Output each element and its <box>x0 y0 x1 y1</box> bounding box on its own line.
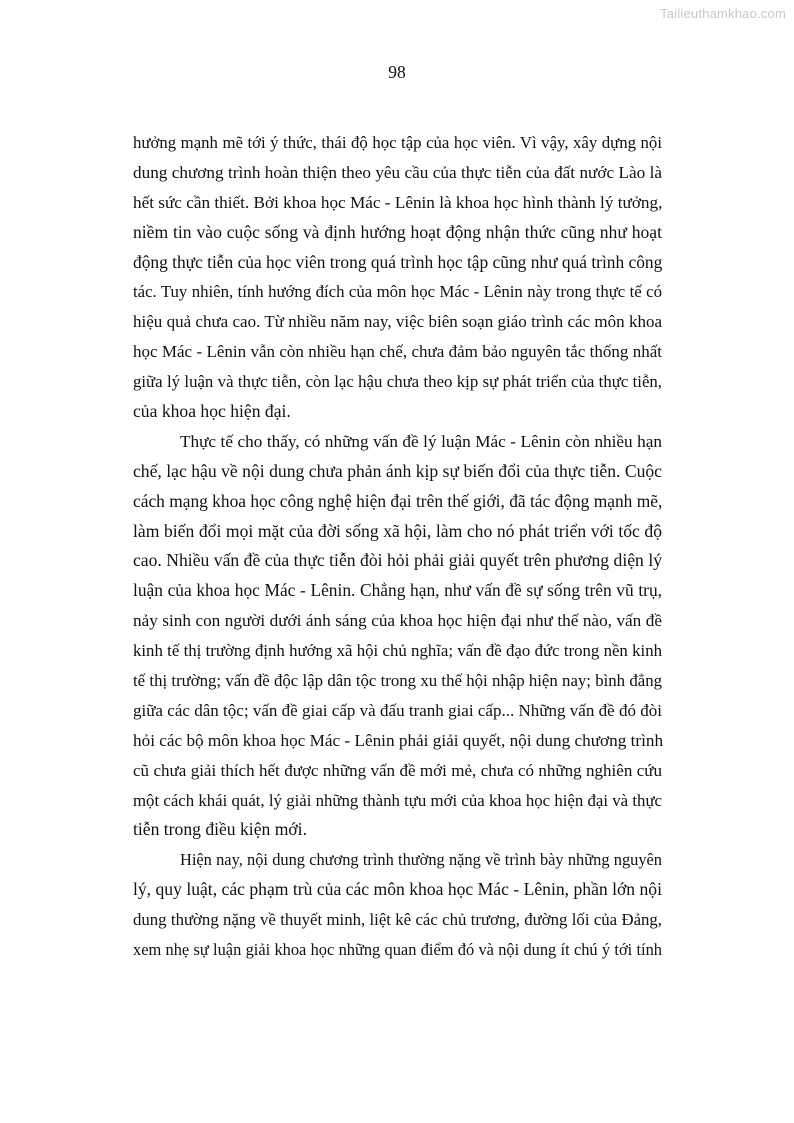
page-number: 98 <box>388 62 406 82</box>
text-line: dung chương trình hoàn thiện theo yêu cầu của thực tiễn của đất nước Lào là <box>133 162 662 182</box>
text-line: kinh tế thị trường định hướng xã hội chủ nghĩa; vấn đề đạo đức trong nền kinh <box>133 641 662 661</box>
text-line: giữa lý luận và thực tiễn, còn lạc hậu chưa theo kịp sự phát triển của thực tiễn, <box>133 372 662 392</box>
text-line: lý, quy luật, các phạm trù của các môn khoa học Mác - Lênin, phần lớn nội <box>133 879 662 900</box>
text-line: xem nhẹ sự luận giải khoa học những quan điểm đó và nội dung ít chú ý tới tính <box>133 940 662 960</box>
text-line: của khoa học hiện đại. <box>133 401 291 422</box>
watermark: Tailieuthamkhao.com <box>660 6 786 21</box>
text-line: luận của khoa học Mác - Lênin. Chẳng hạn, như vấn đề sự sống trên vũ trụ, <box>133 580 662 601</box>
text-line: chế, lạc hậu về nội dung chưa phản ánh kịp sự biến đổi của thực tiễn. Cuộc <box>133 460 662 481</box>
text-line: tác. Tuy nhiên, tính hướng đích của môn học Mác - Lênin này trong thực tế có <box>133 282 662 302</box>
text-line: Hiện nay, nội dung chương trình thường nặng về trình bày những nguyên <box>180 850 662 870</box>
text-line: hỏi các bộ môn khoa học Mác - Lênin phải giải quyết, nội dung chương trình <box>133 730 664 750</box>
text-line: cũ chưa giải thích hết được những vấn đề mới mẻ, chưa có những nghiên cứu <box>133 760 662 780</box>
text-line: làm biến đổi mọi mặt của đời sống xã hội, làm cho nó phát triển với tốc độ <box>133 520 662 541</box>
body-text <box>133 128 662 965</box>
text-line: hiệu quả chưa cao. Từ nhiều năm nay, việc biên soạn giáo trình các môn khoa <box>133 312 662 332</box>
text-line: học Mác - Lênin vẫn còn nhiều hạn chế, chưa đảm bảo nguyên tắc thống nhất <box>133 342 662 362</box>
text-line: tiễn trong điều kiện mới. <box>133 819 307 840</box>
text-line: động thực tiễn của học viên trong quá trình học tập cũng như quá trình công <box>133 251 663 272</box>
text-line: hưởng mạnh mẽ tới ý thức, thái độ học tập của học viên. Vì vậy, xây dựng nội <box>133 133 662 152</box>
text-line: cao. Nhiều vấn đề của thực tiễn đòi hỏi phải giải quyết trên phương diện lý <box>133 550 662 571</box>
text-line: giữa các dân tộc; vấn đề giai cấp và đấu tranh giai cấp... Những vấn đề đó đòi <box>133 700 662 720</box>
text-line: niềm tin vào cuộc sống và định hướng hoạt động nhận thức cũng như hoạt <box>133 221 662 242</box>
text-line: tế thị trường; vấn đề độc lập dân tộc trong xu thế hội nhập hiện nay; bình đẳng <box>133 671 662 691</box>
text-line: cách mạng khoa học công nghệ hiện đại trên thế giới, đã tác động mạnh mẽ, <box>133 490 663 511</box>
text-line: nảy sinh con người dưới ánh sáng của khoa học hiện đại như thế nào, vấn đề <box>133 611 662 631</box>
text-line: Thực tế cho thấy, có những vấn đề lý luận Mác - Lênin còn nhiều hạn <box>180 431 662 451</box>
text-line: một cách khái quát, lý giải những thành tựu mới của khoa học hiện đại và thực <box>133 790 662 810</box>
text-line: hết sức cần thiết. Bởi khoa học Mác - Lênin là khoa học hình thành lý tưởng, <box>133 192 663 212</box>
text-line: dung thường nặng về thuyết minh, liệt kê các chủ trương, đường lối của Đảng, <box>133 910 662 930</box>
